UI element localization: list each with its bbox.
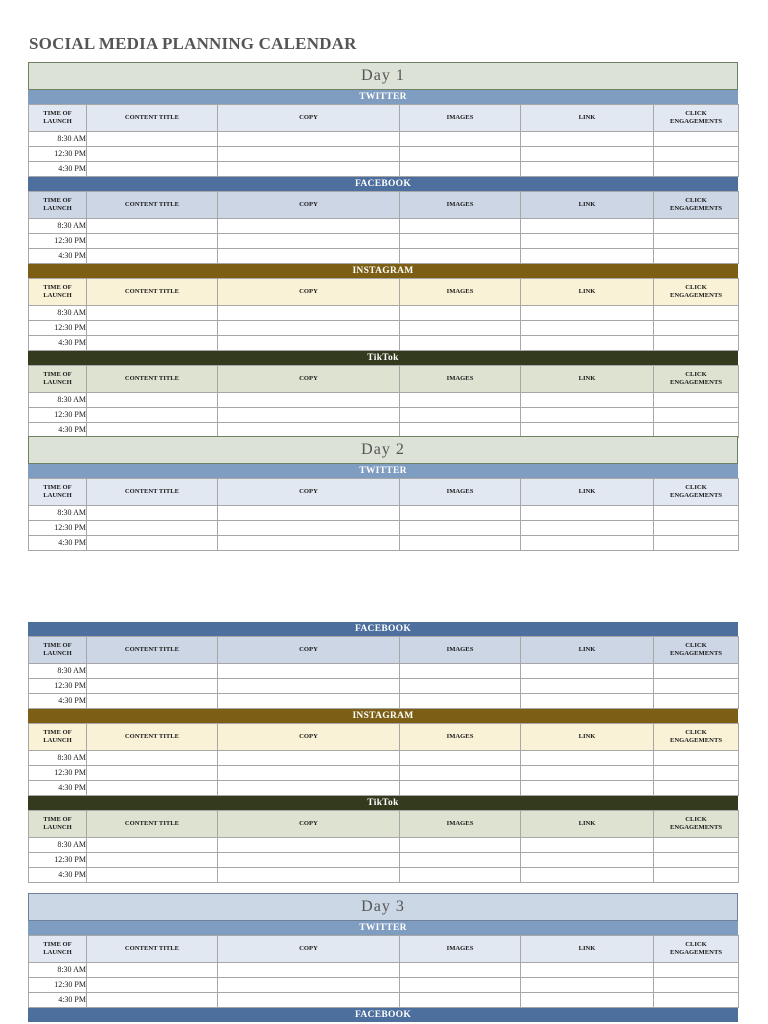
click-engagements-cell[interactable] — [654, 393, 739, 408]
table-row — [29, 506, 739, 521]
table-row — [29, 766, 739, 781]
link-cell[interactable] — [521, 751, 654, 766]
link-cell[interactable] — [521, 219, 654, 234]
time-cell: 8:30 AM — [29, 664, 87, 679]
table-row — [29, 521, 739, 536]
copy-cell[interactable] — [218, 336, 400, 351]
copy-cell[interactable] — [218, 781, 400, 796]
col-images: IMAGES — [400, 724, 521, 751]
copy-cell[interactable] — [218, 853, 400, 868]
content-title-cell[interactable] — [87, 853, 218, 868]
day-2-block — [28, 436, 738, 551]
platform-bar-tiktok: TikTok — [28, 796, 738, 810]
platform-bar-instagram: INSTAGRAM — [28, 264, 738, 278]
link-cell[interactable] — [521, 978, 654, 993]
content-title-cell[interactable] — [87, 408, 218, 423]
time-cell: 4:30 PM — [29, 536, 87, 551]
link-cell[interactable] — [521, 766, 654, 781]
click-engagements-cell[interactable] — [654, 306, 739, 321]
images-cell[interactable] — [400, 751, 521, 766]
copy-cell[interactable] — [218, 408, 400, 423]
table-row — [29, 694, 739, 709]
time-cell: 8:30 AM — [29, 751, 87, 766]
click-engagements-cell[interactable] — [654, 781, 739, 796]
column-header-row — [29, 105, 739, 132]
images-cell[interactable] — [400, 993, 521, 1008]
time-cell: 12:30 PM — [29, 521, 87, 536]
time-cell: 8:30 AM — [29, 963, 87, 978]
platform-bar-facebook: FACEBOOK — [28, 177, 738, 191]
copy-cell[interactable] — [218, 751, 400, 766]
day-header: Day 1 — [28, 62, 738, 90]
time-cell: 4:30 PM — [29, 336, 87, 351]
table-row — [29, 781, 739, 796]
content-title-cell[interactable] — [87, 506, 218, 521]
col-click-engagements: CLICK ENGAGEMENTS — [654, 366, 739, 393]
schedule-table-instagram — [28, 278, 739, 351]
link-cell[interactable] — [521, 393, 654, 408]
schedule-table-tiktok — [28, 810, 739, 883]
link-cell[interactable] — [521, 408, 654, 423]
col-click-engagements: CLICK ENGAGEMENTS — [654, 724, 739, 751]
col-link: LINK — [521, 192, 654, 219]
col-images: IMAGES — [400, 811, 521, 838]
time-cell: 8:30 AM — [29, 838, 87, 853]
col-time-of-launch: TIME OF LAUNCH — [29, 105, 87, 132]
copy-cell[interactable] — [218, 219, 400, 234]
click-engagements-cell[interactable] — [654, 536, 739, 551]
images-cell[interactable] — [400, 521, 521, 536]
link-cell[interactable] — [521, 336, 654, 351]
copy-cell[interactable] — [218, 132, 400, 147]
images-cell[interactable] — [400, 249, 521, 264]
day-header: Day 3 — [28, 893, 738, 921]
time-cell: 4:30 PM — [29, 423, 87, 438]
content-title-cell[interactable] — [87, 868, 218, 883]
click-engagements-cell[interactable] — [654, 751, 739, 766]
content-title-cell[interactable] — [87, 521, 218, 536]
col-copy: COPY — [218, 724, 400, 751]
copy-cell[interactable] — [218, 306, 400, 321]
table-row — [29, 147, 739, 162]
content-title-cell[interactable] — [87, 694, 218, 709]
content-title-cell[interactable] — [87, 147, 218, 162]
content-title-cell[interactable] — [87, 679, 218, 694]
table-row — [29, 536, 739, 551]
content-title-cell[interactable] — [87, 249, 218, 264]
copy-cell[interactable] — [218, 664, 400, 679]
link-cell[interactable] — [521, 694, 654, 709]
copy-cell[interactable] — [218, 393, 400, 408]
col-images: IMAGES — [400, 105, 521, 132]
copy-cell[interactable] — [218, 679, 400, 694]
time-cell: 12:30 PM — [29, 321, 87, 336]
time-cell: 4:30 PM — [29, 694, 87, 709]
time-cell: 12:30 PM — [29, 408, 87, 423]
column-header-row — [29, 811, 739, 838]
table-row — [29, 132, 739, 147]
col-images: IMAGES — [400, 366, 521, 393]
content-title-cell[interactable] — [87, 132, 218, 147]
col-time-of-launch: TIME OF LAUNCH — [29, 279, 87, 306]
images-cell[interactable] — [400, 679, 521, 694]
link-cell[interactable] — [521, 838, 654, 853]
link-cell[interactable] — [521, 868, 654, 883]
link-cell[interactable] — [521, 147, 654, 162]
link-cell[interactable] — [521, 679, 654, 694]
click-engagements-cell[interactable] — [654, 132, 739, 147]
document-title: SOCIAL MEDIA PLANNING CALENDAR — [29, 34, 357, 53]
images-cell[interactable] — [400, 536, 521, 551]
table-row — [29, 978, 739, 993]
click-engagements-cell[interactable] — [654, 321, 739, 336]
time-cell: 4:30 PM — [29, 249, 87, 264]
images-cell[interactable] — [400, 838, 521, 853]
click-engagements-cell[interactable] — [654, 219, 739, 234]
copy-cell[interactable] — [218, 993, 400, 1008]
images-cell[interactable] — [400, 664, 521, 679]
copy-cell[interactable] — [218, 838, 400, 853]
link-cell[interactable] — [521, 993, 654, 1008]
col-time-of-launch: TIME OF LAUNCH — [29, 811, 87, 838]
col-link: LINK — [521, 811, 654, 838]
col-link: LINK — [521, 637, 654, 664]
link-cell[interactable] — [521, 506, 654, 521]
col-images: IMAGES — [400, 936, 521, 963]
link-cell[interactable] — [521, 306, 654, 321]
col-copy: COPY — [218, 279, 400, 306]
copy-cell[interactable] — [218, 694, 400, 709]
click-engagements-cell[interactable] — [654, 853, 739, 868]
copy-cell[interactable] — [218, 249, 400, 264]
content-title-cell[interactable] — [87, 664, 218, 679]
images-cell[interactable] — [400, 868, 521, 883]
content-title-cell[interactable] — [87, 162, 218, 177]
images-cell[interactable] — [400, 306, 521, 321]
col-images: IMAGES — [400, 279, 521, 306]
click-engagements-cell[interactable] — [654, 506, 739, 521]
click-engagements-cell[interactable] — [654, 838, 739, 853]
click-engagements-cell[interactable] — [654, 162, 739, 177]
time-cell: 4:30 PM — [29, 162, 87, 177]
click-engagements-cell[interactable] — [654, 408, 739, 423]
col-copy: COPY — [218, 366, 400, 393]
content-title-cell[interactable] — [87, 336, 218, 351]
link-cell[interactable] — [521, 536, 654, 551]
link-cell[interactable] — [521, 521, 654, 536]
time-cell: 4:30 PM — [29, 868, 87, 883]
link-cell[interactable] — [521, 963, 654, 978]
content-title-cell[interactable] — [87, 751, 218, 766]
col-images: IMAGES — [400, 479, 521, 506]
col-click-engagements: CLICK ENGAGEMENTS — [654, 637, 739, 664]
table-row — [29, 219, 739, 234]
copy-cell[interactable] — [218, 766, 400, 781]
click-engagements-cell[interactable] — [654, 336, 739, 351]
col-click-engagements: CLICK ENGAGEMENTS — [654, 105, 739, 132]
table-row — [29, 679, 739, 694]
time-cell: 8:30 AM — [29, 219, 87, 234]
column-header-row — [29, 479, 739, 506]
col-link: LINK — [521, 279, 654, 306]
click-engagements-cell[interactable] — [654, 766, 739, 781]
col-link: LINK — [521, 479, 654, 506]
content-title-cell[interactable] — [87, 234, 218, 249]
col-content-title: CONTENT TITLE — [87, 479, 218, 506]
content-title-cell[interactable] — [87, 993, 218, 1008]
images-cell[interactable] — [400, 766, 521, 781]
table-row — [29, 306, 739, 321]
time-cell: 8:30 AM — [29, 506, 87, 521]
images-cell[interactable] — [400, 506, 521, 521]
copy-cell[interactable] — [218, 536, 400, 551]
schedule-table-facebook — [28, 636, 739, 709]
images-cell[interactable] — [400, 853, 521, 868]
table-row — [29, 751, 739, 766]
time-cell: 12:30 PM — [29, 147, 87, 162]
schedule-table-twitter — [28, 935, 739, 1008]
table-row — [29, 336, 739, 351]
link-cell[interactable] — [521, 234, 654, 249]
schedule-table-instagram — [28, 723, 739, 796]
link-cell[interactable] — [521, 249, 654, 264]
click-engagements-cell[interactable] — [654, 679, 739, 694]
time-cell: 12:30 PM — [29, 978, 87, 993]
col-time-of-launch: TIME OF LAUNCH — [29, 192, 87, 219]
time-cell: 8:30 AM — [29, 132, 87, 147]
table-row — [29, 838, 739, 853]
schedule-table-facebook — [28, 191, 739, 264]
images-cell[interactable] — [400, 393, 521, 408]
copy-cell[interactable] — [218, 963, 400, 978]
copy-cell[interactable] — [218, 506, 400, 521]
images-cell[interactable] — [400, 132, 521, 147]
col-click-engagements: CLICK ENGAGEMENTS — [654, 192, 739, 219]
time-cell: 12:30 PM — [29, 679, 87, 694]
time-cell: 4:30 PM — [29, 993, 87, 1008]
col-content-title: CONTENT TITLE — [87, 936, 218, 963]
content-title-cell[interactable] — [87, 766, 218, 781]
images-cell[interactable] — [400, 336, 521, 351]
content-title-cell[interactable] — [87, 963, 218, 978]
table-row — [29, 249, 739, 264]
col-link: LINK — [521, 724, 654, 751]
click-engagements-cell[interactable] — [654, 694, 739, 709]
time-cell: 12:30 PM — [29, 766, 87, 781]
images-cell[interactable] — [400, 963, 521, 978]
col-copy: COPY — [218, 192, 400, 219]
day-3-block — [28, 893, 738, 1022]
copy-cell[interactable] — [218, 321, 400, 336]
col-click-engagements: CLICK ENGAGEMENTS — [654, 279, 739, 306]
col-time-of-launch: TIME OF LAUNCH — [29, 936, 87, 963]
images-cell[interactable] — [400, 408, 521, 423]
col-copy: COPY — [218, 637, 400, 664]
col-content-title: CONTENT TITLE — [87, 105, 218, 132]
click-engagements-cell[interactable] — [654, 147, 739, 162]
content-title-cell[interactable] — [87, 321, 218, 336]
click-engagements-cell[interactable] — [654, 993, 739, 1008]
images-cell[interactable] — [400, 147, 521, 162]
click-engagements-cell[interactable] — [654, 978, 739, 993]
copy-cell[interactable] — [218, 978, 400, 993]
content-title-cell[interactable] — [87, 978, 218, 993]
col-content-title: CONTENT TITLE — [87, 279, 218, 306]
images-cell[interactable] — [400, 694, 521, 709]
platform-bar-tiktok: TikTok — [28, 351, 738, 365]
platform-bar-twitter: TWITTER — [28, 921, 738, 935]
col-time-of-launch: TIME OF LAUNCH — [29, 479, 87, 506]
col-copy: COPY — [218, 479, 400, 506]
click-engagements-cell[interactable] — [654, 521, 739, 536]
col-click-engagements: CLICK ENGAGEMENTS — [654, 936, 739, 963]
column-header-row — [29, 936, 739, 963]
col-images: IMAGES — [400, 637, 521, 664]
platform-bar-facebook: FACEBOOK — [28, 622, 738, 636]
images-cell[interactable] — [400, 321, 521, 336]
table-row — [29, 393, 739, 408]
table-row — [29, 408, 739, 423]
copy-cell[interactable] — [218, 234, 400, 249]
col-content-title: CONTENT TITLE — [87, 366, 218, 393]
click-engagements-cell[interactable] — [654, 868, 739, 883]
col-copy: COPY — [218, 105, 400, 132]
table-row — [29, 963, 739, 978]
content-title-cell[interactable] — [87, 536, 218, 551]
link-cell[interactable] — [521, 321, 654, 336]
platform-bar-twitter: TWITTER — [28, 464, 738, 478]
images-cell[interactable] — [400, 781, 521, 796]
link-cell[interactable] — [521, 664, 654, 679]
copy-cell[interactable] — [218, 868, 400, 883]
content-title-cell[interactable] — [87, 219, 218, 234]
schedule-table-tiktok — [28, 365, 739, 438]
link-cell[interactable] — [521, 162, 654, 177]
time-cell: 4:30 PM — [29, 781, 87, 796]
col-click-engagements: CLICK ENGAGEMENTS — [654, 811, 739, 838]
copy-cell[interactable] — [218, 521, 400, 536]
col-copy: COPY — [218, 936, 400, 963]
link-cell[interactable] — [521, 132, 654, 147]
column-header-row — [29, 366, 739, 393]
col-content-title: CONTENT TITLE — [87, 192, 218, 219]
click-engagements-cell[interactable] — [654, 664, 739, 679]
col-content-title: CONTENT TITLE — [87, 724, 218, 751]
col-content-title: CONTENT TITLE — [87, 637, 218, 664]
col-link: LINK — [521, 366, 654, 393]
click-engagements-cell[interactable] — [654, 963, 739, 978]
platform-bar-instagram: INSTAGRAM — [28, 709, 738, 723]
click-engagements-cell[interactable] — [654, 249, 739, 264]
table-row — [29, 868, 739, 883]
table-row — [29, 664, 739, 679]
time-cell: 12:30 PM — [29, 853, 87, 868]
col-click-engagements: CLICK ENGAGEMENTS — [654, 479, 739, 506]
col-copy: COPY — [218, 811, 400, 838]
copy-cell[interactable] — [218, 147, 400, 162]
col-images: IMAGES — [400, 192, 521, 219]
time-cell: 8:30 AM — [29, 393, 87, 408]
images-cell[interactable] — [400, 162, 521, 177]
images-cell[interactable] — [400, 978, 521, 993]
images-cell[interactable] — [400, 219, 521, 234]
column-header-row — [29, 192, 739, 219]
schedule-table-twitter — [28, 104, 739, 177]
schedule-table-twitter — [28, 478, 739, 551]
link-cell[interactable] — [521, 781, 654, 796]
col-link: LINK — [521, 936, 654, 963]
column-header-row — [29, 637, 739, 664]
col-time-of-launch: TIME OF LAUNCH — [29, 366, 87, 393]
day-1-block — [28, 62, 738, 438]
column-header-row — [29, 724, 739, 751]
table-row — [29, 321, 739, 336]
time-cell: 12:30 PM — [29, 234, 87, 249]
click-engagements-cell[interactable] — [654, 234, 739, 249]
col-time-of-launch: TIME OF LAUNCH — [29, 724, 87, 751]
link-cell[interactable] — [521, 853, 654, 868]
col-content-title: CONTENT TITLE — [87, 811, 218, 838]
time-cell: 8:30 AM — [29, 306, 87, 321]
copy-cell[interactable] — [218, 162, 400, 177]
content-title-cell[interactable] — [87, 781, 218, 796]
column-header-row — [29, 279, 739, 306]
images-cell[interactable] — [400, 234, 521, 249]
day-2-continued-block — [28, 622, 738, 883]
table-row — [29, 993, 739, 1008]
content-title-cell[interactable] — [87, 393, 218, 408]
table-row — [29, 162, 739, 177]
content-title-cell[interactable] — [87, 838, 218, 853]
day-header: Day 2 — [28, 436, 738, 464]
table-row — [29, 853, 739, 868]
col-link: LINK — [521, 105, 654, 132]
content-title-cell[interactable] — [87, 306, 218, 321]
col-time-of-launch: TIME OF LAUNCH — [29, 637, 87, 664]
platform-bar-facebook: FACEBOOK — [28, 1008, 738, 1022]
platform-bar-twitter: TWITTER — [28, 90, 738, 104]
table-row — [29, 234, 739, 249]
